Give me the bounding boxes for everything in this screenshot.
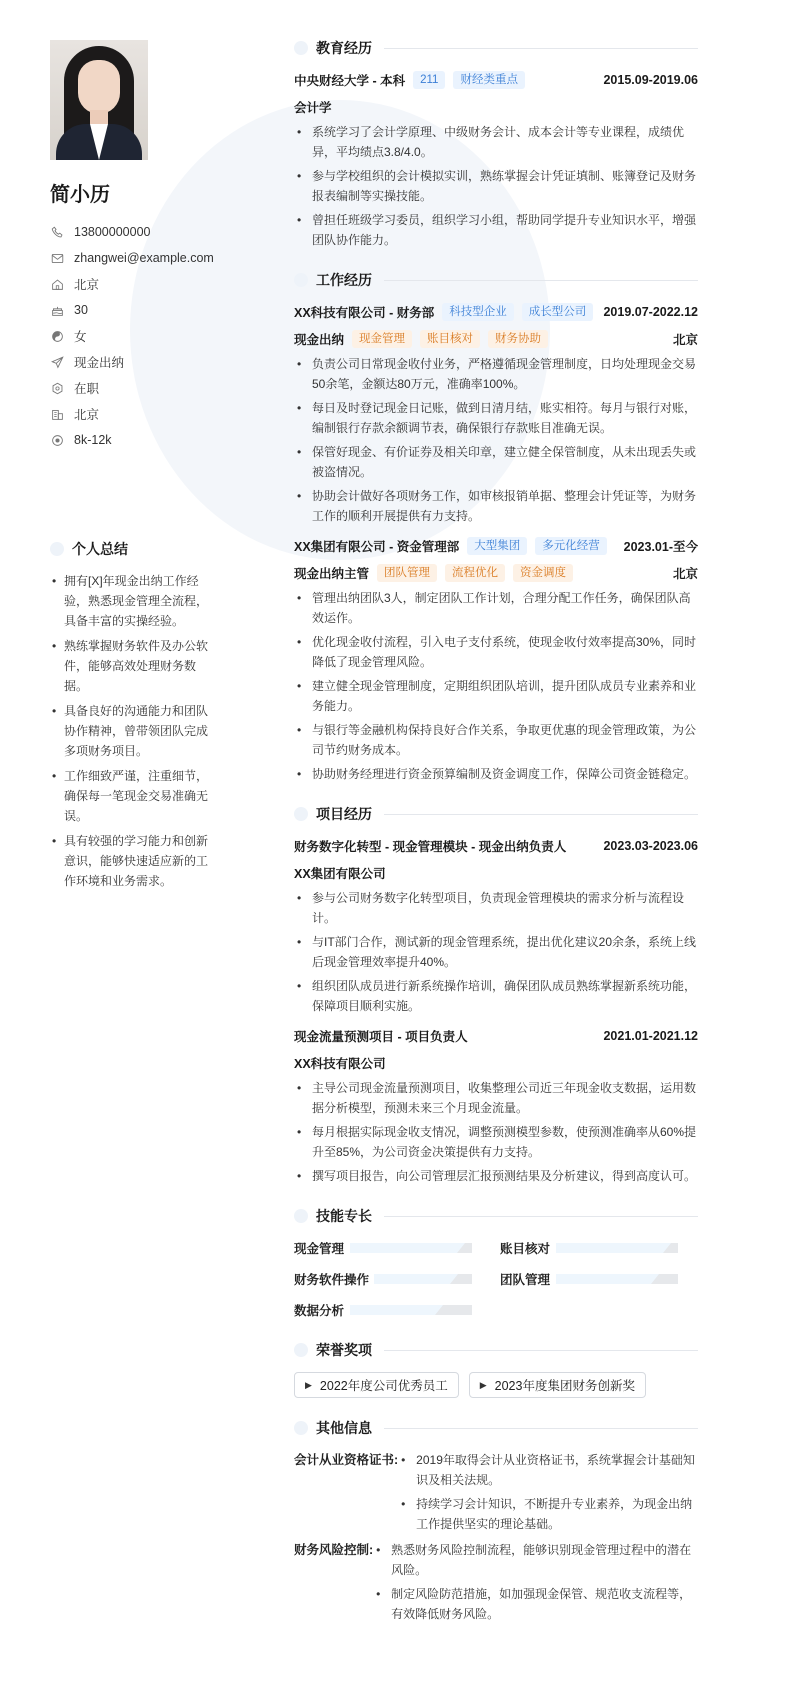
age-icon	[50, 303, 64, 317]
section-title: 其他信息	[316, 1420, 372, 1436]
project-org-row	[294, 862, 698, 884]
job-role: 现金出纳主管	[294, 567, 370, 581]
list-item: • 与银行等金融机构保持良好合作关系，争取更优惠的现金管理政策，为公司节约财务成本。	[294, 720, 698, 760]
list-item: • 系统学习了会计学原理、中级财务会计、成本会计等专业课程，成绩优异，平均绩点3.8/4.0。	[294, 122, 698, 162]
education-date: 2015.09-2019.06	[603, 73, 698, 87]
list-item: • 参与学校组织的会计模拟实训，熟练掌握会计凭证填制、账簿登记及财务报表编制等实操技能。	[294, 166, 698, 206]
section-divider	[384, 280, 698, 281]
summary-item: • 拥有[X]年现金出纳工作经验，熟悉现金管理全流程，具备丰富的实操经验。	[50, 571, 210, 631]
other-info-details	[373, 1540, 698, 1628]
summary-item: • 工作细致严谨，注重细节，确保每一笔现金交易准确无误。	[50, 766, 210, 826]
skill-item	[500, 1238, 698, 1258]
education-major-row	[294, 96, 698, 118]
status-icon	[50, 381, 64, 395]
project-org: XX科技有限公司	[294, 1057, 386, 1071]
skill-name: 账目核对	[500, 1242, 551, 1256]
project-entry-header	[294, 836, 698, 856]
section-title: 教育经历	[316, 40, 372, 56]
status-text: 在职	[74, 382, 100, 396]
work-details	[294, 588, 698, 784]
personal-summary-section	[50, 539, 220, 891]
list-item: • 协助会计做好各项财务工作，如审核报销单据、整理会计凭证等，为财务工作的顺利开展提供有力支持。	[294, 486, 698, 526]
section-header	[294, 1418, 698, 1438]
section-header	[294, 1206, 698, 1226]
project-org: XX集团有限公司	[294, 867, 386, 881]
skill-name: 数据分析	[294, 1304, 345, 1318]
summary-item: • 具有较强的学习能力和创新意识，能够快速适应新的工作环境和业务需求。	[50, 831, 210, 891]
email-text: zhangwei@example.com	[74, 251, 214, 265]
skill-bar-fill	[350, 1305, 435, 1315]
list-item: • 建立健全现金管理制度，定期组织团队培训，提升团队成员专业素养和业务能力。	[294, 676, 698, 716]
section-title: 工作经历	[316, 272, 372, 288]
main-content	[294, 38, 698, 1628]
award-chip	[469, 1372, 646, 1398]
company-tag: 多元化经营	[535, 537, 607, 555]
info-status	[50, 375, 220, 401]
phone-icon	[50, 225, 64, 239]
skills-grid	[294, 1238, 698, 1320]
send-icon	[50, 355, 64, 369]
work-role-row	[294, 328, 698, 350]
work-date: 2019.07-2022.12	[603, 305, 698, 319]
list-item: • 制定风险防范措施，如加强现金保管、规范收支流程等，有效降低财务风险。	[373, 1584, 698, 1624]
skill-item	[294, 1300, 500, 1320]
section-dot-icon	[294, 807, 308, 821]
list-item: • 负责公司日常现金收付业务，严格遵循现金管理制度，日均处理现金交易50余笔，金额达80万元，准确率100%。	[294, 354, 698, 394]
section-title: 个人总结	[72, 541, 128, 557]
list-item: • 协助财务经理进行资金预算编制及资金调度工作，保障公司资金链稳定。	[294, 764, 698, 784]
list-item: • 撰写项目报告，向公司管理层汇报预测结果及分析建议，得到高度认可。	[294, 1166, 698, 1186]
project-name: 现金流量预测项目 - 项目负责人	[294, 1030, 468, 1044]
salary-text: 8k-12k	[74, 433, 112, 447]
info-email	[50, 245, 220, 271]
candidate-name: 简小历	[50, 184, 110, 206]
list-item: • 优化现金收付流程，引入电子支付系统，使现金收付效率提高30%，同时降低了现金管理风险。	[294, 632, 698, 672]
list-item: • 持续学习会计知识，不断提升专业素养，为现金出纳工作提供坚实的理论基础。	[398, 1494, 698, 1534]
award-name: 2022年度公司优秀员工	[319, 1379, 448, 1393]
award-chip	[294, 1372, 459, 1398]
section-divider	[384, 1350, 698, 1351]
skill-bar	[350, 1243, 472, 1253]
skill-item	[294, 1269, 500, 1289]
major-name: 会计学	[294, 101, 332, 115]
section-dot-icon	[294, 1209, 308, 1223]
list-item: • 管理出纳团队3人，制定团队工作计划，合理分配工作任务，确保团队高效运作。	[294, 588, 698, 628]
summary-list	[50, 571, 220, 891]
other-info-label: 财务风险控制:	[294, 1543, 374, 1557]
company-tag: 科技型企业	[442, 303, 514, 321]
other-info-details	[398, 1450, 698, 1538]
role-tag: 现金管理	[352, 330, 412, 348]
info-age	[50, 297, 220, 323]
other-info-label: 会计从业资格证书:	[294, 1453, 399, 1467]
skills-section	[294, 1206, 698, 1320]
info-salary	[50, 427, 220, 453]
skill-item	[500, 1269, 698, 1289]
salary-icon	[50, 433, 64, 447]
education-section	[294, 38, 698, 250]
section-header	[294, 1340, 698, 1360]
work-city: 北京	[672, 333, 698, 347]
list-item: • 曾担任班级学习委员，组织学习小组，帮助同学提升专业知识水平，增强团队协作能力。	[294, 210, 698, 250]
school-tag: 211	[413, 71, 445, 89]
company-tag: 大型集团	[467, 537, 527, 555]
project-entry	[294, 836, 698, 1016]
section-header	[50, 539, 220, 559]
section-header	[294, 804, 698, 824]
project-details	[294, 1078, 698, 1186]
city-text: 北京	[74, 408, 100, 422]
contact-info-list	[50, 219, 220, 453]
section-divider	[384, 1216, 698, 1217]
phone-text: 13800000000	[74, 225, 151, 239]
company-name: XX集团有限公司 - 资金管理部	[294, 540, 460, 554]
skill-bar	[556, 1243, 678, 1253]
home-text: 北京	[74, 278, 100, 292]
school-name: 中央财经大学 - 本科	[294, 74, 406, 88]
list-item: • 2019年取得会计从业资格证书，系统掌握会计基础知识及相关法规。	[398, 1450, 698, 1490]
section-dot-icon	[294, 41, 308, 55]
skill-bar-fill	[350, 1243, 457, 1253]
education-details	[294, 122, 698, 250]
skill-bar-fill	[556, 1243, 663, 1253]
education-entry-header	[294, 70, 698, 90]
section-dot-icon	[294, 273, 308, 287]
role-tag: 财务协助	[488, 330, 548, 348]
skill-bar	[350, 1305, 472, 1315]
list-item: • 组织团队成员进行新系统操作培训，确保团队成员熟练掌握新系统功能，保障项目顺利实施。	[294, 976, 698, 1016]
list-item: • 每月根据实际现金收支情况，调整预测模型参数，使预测准确率从60%提升至85%，为公司资金决策提供有力支持。	[294, 1122, 698, 1162]
other-info-row	[294, 1450, 698, 1538]
skill-bar-fill	[556, 1274, 651, 1284]
mail-icon	[50, 251, 64, 265]
section-dot-icon	[50, 542, 64, 556]
work-entry	[294, 302, 698, 526]
awards-list	[294, 1372, 698, 1398]
skill-bar	[556, 1274, 678, 1284]
company-tag: 成长型公司	[522, 303, 594, 321]
section-title: 技能专长	[316, 1208, 372, 1224]
work-details	[294, 354, 698, 526]
section-dot-icon	[294, 1421, 308, 1435]
role-tag: 账目核对	[420, 330, 480, 348]
work-entry	[294, 536, 698, 784]
skill-bar	[374, 1274, 472, 1284]
info-home	[50, 271, 220, 297]
work-city: 北京	[672, 567, 698, 581]
city-icon	[50, 407, 64, 421]
job-role: 现金出纳	[294, 333, 345, 347]
info-city	[50, 401, 220, 427]
skill-name: 财务软件操作	[294, 1273, 370, 1287]
work-role-row	[294, 562, 698, 584]
list-item: • 参与公司财务数字化转型项目，负责现金管理模块的需求分析与流程设计。	[294, 888, 698, 928]
section-dot-icon	[294, 1343, 308, 1357]
project-entry	[294, 1026, 698, 1186]
play-triangle-icon: ▶	[479, 1379, 487, 1390]
project-name: 财务数字化转型 - 现金管理模块 - 现金出纳负责人	[294, 840, 567, 854]
skill-name: 团队管理	[500, 1273, 551, 1287]
work-date: 2023.01-至今	[623, 540, 698, 554]
project-date: 2021.01-2021.12	[603, 1029, 698, 1043]
age-text: 30	[74, 303, 88, 317]
other-info-section	[294, 1418, 698, 1628]
project-date: 2023.03-2023.06	[603, 839, 698, 853]
summary-item: • 具备良好的沟通能力和团队协作精神，曾带领团队完成多项财务项目。	[50, 701, 210, 761]
gender-text: 女	[74, 330, 87, 344]
section-divider	[384, 814, 698, 815]
list-item: • 保管好现金、有价证券及相关印章，建立健全保管制度，从未出现丢失或被盗情况。	[294, 442, 698, 482]
role-tag: 团队管理	[377, 564, 437, 582]
other-info-row	[294, 1540, 698, 1628]
awards-section	[294, 1340, 698, 1398]
summary-item: • 熟练掌握财务软件及办公软件，能够高效处理财务数据。	[50, 636, 210, 696]
section-divider	[384, 48, 698, 49]
target-job-text: 现金出纳	[74, 356, 125, 370]
section-divider	[384, 1428, 698, 1429]
role-tag: 资金调度	[513, 564, 573, 582]
work-entry-header	[294, 536, 698, 556]
section-header	[294, 38, 698, 58]
section-header	[294, 270, 698, 290]
skill-name: 现金管理	[294, 1242, 345, 1256]
gender-icon	[50, 329, 64, 343]
info-target-job	[50, 349, 220, 375]
skill-bar-fill	[374, 1274, 450, 1284]
award-name: 2023年度集团财务创新奖	[494, 1379, 635, 1393]
info-gender	[50, 323, 220, 349]
info-phone	[50, 219, 220, 245]
school-tag: 财经类重点	[453, 71, 525, 89]
list-item: • 每日及时登记现金日记账，做到日清月结，账实相符。每月与银行对账，编制银行存款余额调节表，确保银行存款账目准确无误。	[294, 398, 698, 438]
projects-section	[294, 804, 698, 1186]
work-section	[294, 270, 698, 784]
project-entry-header	[294, 1026, 698, 1046]
list-item: • 主导公司现金流量预测项目，收集整理公司近三年现金收支数据，运用数据分析模型，预测未来三个月现金流量。	[294, 1078, 698, 1118]
sidebar	[50, 40, 220, 896]
role-tag: 流程优化	[445, 564, 505, 582]
play-triangle-icon: ▶	[305, 1379, 312, 1390]
project-details	[294, 888, 698, 1016]
section-title: 荣誉奖项	[316, 1342, 372, 1358]
skill-item	[294, 1238, 500, 1258]
avatar	[50, 40, 148, 160]
section-title: 项目经历	[316, 806, 372, 822]
list-item: • 熟悉财务风险控制流程，能够识别现金管理过程中的潜在风险。	[373, 1540, 698, 1580]
list-item: • 与IT部门合作，测试新的现金管理系统，提出优化建议20余条，系统上线后现金管理效率提升40%。	[294, 932, 698, 972]
project-org-row	[294, 1052, 698, 1074]
home-icon	[50, 277, 64, 291]
work-entry-header	[294, 302, 698, 322]
company-name: XX科技有限公司 - 财务部	[294, 306, 435, 320]
